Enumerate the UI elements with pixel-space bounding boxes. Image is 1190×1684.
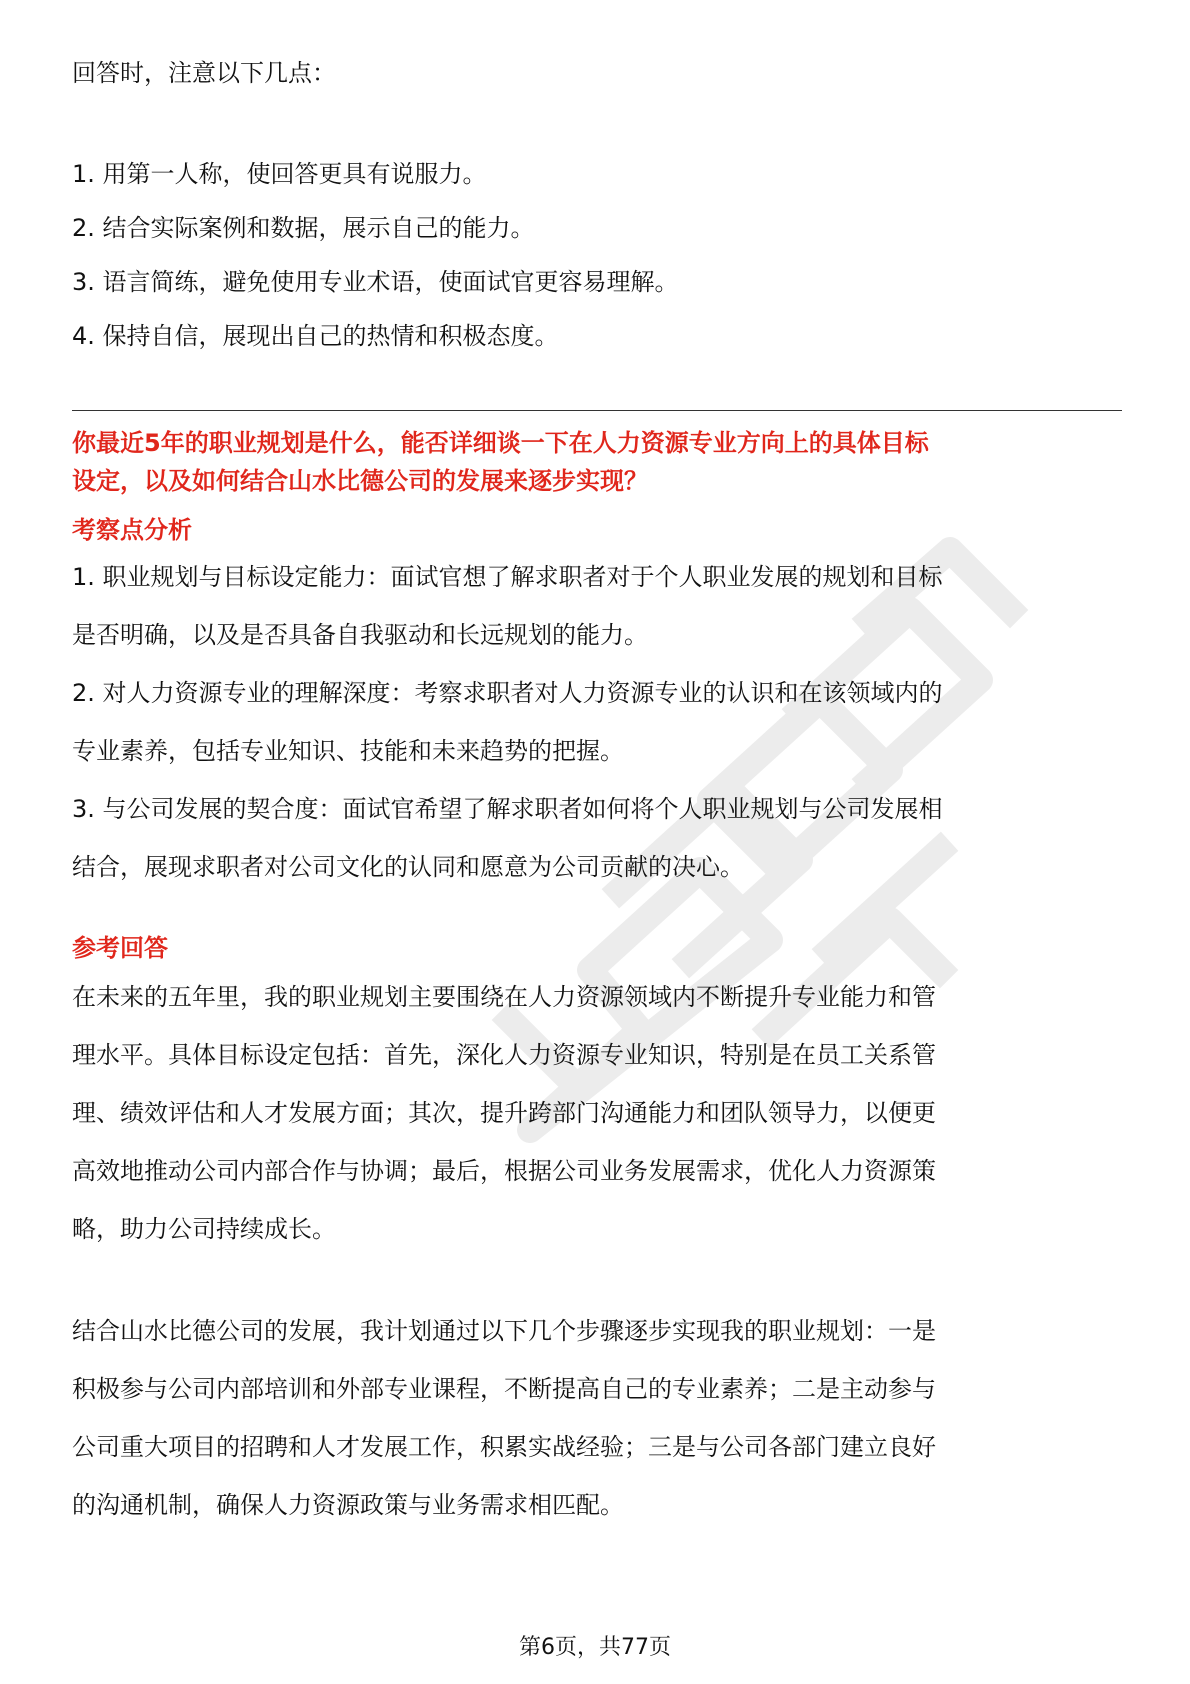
page-number: 第6页，共77页	[519, 1635, 671, 1660]
answer-line: 高效地推动公司内部合作与协调；最后，根据公司业务发展需求，优化人力资源策	[72, 1157, 936, 1185]
answer-line: 略，助力公司持续成长。	[72, 1215, 336, 1243]
section-divider	[72, 410, 1122, 411]
interview-question	[72, 424, 1122, 500]
answer-line: 的沟通机制，确保人力资源政策与业务需求相匹配。	[72, 1491, 624, 1519]
answer-line: 理水平。具体目标设定包括：首先，深化人力资源专业知识，特别是在员工关系管	[72, 1041, 936, 1069]
analysis-line: 3. 与公司发展的契合度：面试官希望了解求职者如何将个人职业规划与公司发展相	[72, 795, 943, 823]
tip-item-3: 3. 语言简练，避免使用专业术语，使面试官更容易理解。	[72, 268, 679, 296]
answer-line: 积极参与公司内部培训和外部专业课程，不断提高自己的专业素养；二是主动参与	[72, 1375, 936, 1403]
question-line-1: 你最近5年的职业规划是什么，能否详细谈一下在人力资源专业方向上的具体目标	[72, 429, 929, 457]
question-line-2: 设定，以及如何结合山水比德公司的发展来逐步实现？	[72, 467, 648, 495]
answer-line: 结合山水比德公司的发展，我计划通过以下几个步骤逐步实现我的职业规划：一是	[72, 1317, 936, 1345]
intro-text: 回答时，注意以下几点：	[72, 59, 336, 87]
answer-line: 在未来的五年里，我的职业规划主要围绕在人力资源领域内不断提升专业能力和管	[72, 983, 936, 1011]
tip-item-1: 1. 用第一人称，使回答更具有说服力。	[72, 160, 487, 188]
tip-item-2: 2. 结合实际案例和数据，展示自己的能力。	[72, 214, 535, 242]
analysis-line: 2. 对人力资源专业的理解深度：考察求职者对人力资源专业的认识和在该领域内的	[72, 679, 943, 707]
analysis-line: 结合，展现求职者对公司文化的认同和愿意为公司贡献的决心。	[72, 853, 744, 881]
tip-item-4: 4. 保持自信，展现出自己的热情和积极态度。	[72, 322, 559, 350]
answer-heading: 参考回答	[72, 934, 168, 962]
analysis-body	[72, 548, 1122, 896]
answer-line: 公司重大项目的招聘和人才发展工作，积累实战经验；三是与公司各部门建立良好	[72, 1433, 936, 1461]
analysis-heading: 考察点分析	[72, 516, 192, 544]
answer-line: 理、绩效评估和人才发展方面；其次，提升跨部门沟通能力和团队领导力，以便更	[72, 1099, 936, 1127]
answer-paragraph-2	[72, 1302, 1122, 1534]
analysis-line: 专业素养，包括专业知识、技能和未来趋势的把握。	[72, 737, 624, 765]
analysis-line: 是否明确，以及是否具备自我驱动和长远规划的能力。	[72, 621, 648, 649]
answer-paragraph-1	[72, 968, 1122, 1258]
analysis-line: 1. 职业规划与目标设定能力：面试官想了解求职者对于个人职业发展的规划和目标	[72, 563, 943, 591]
